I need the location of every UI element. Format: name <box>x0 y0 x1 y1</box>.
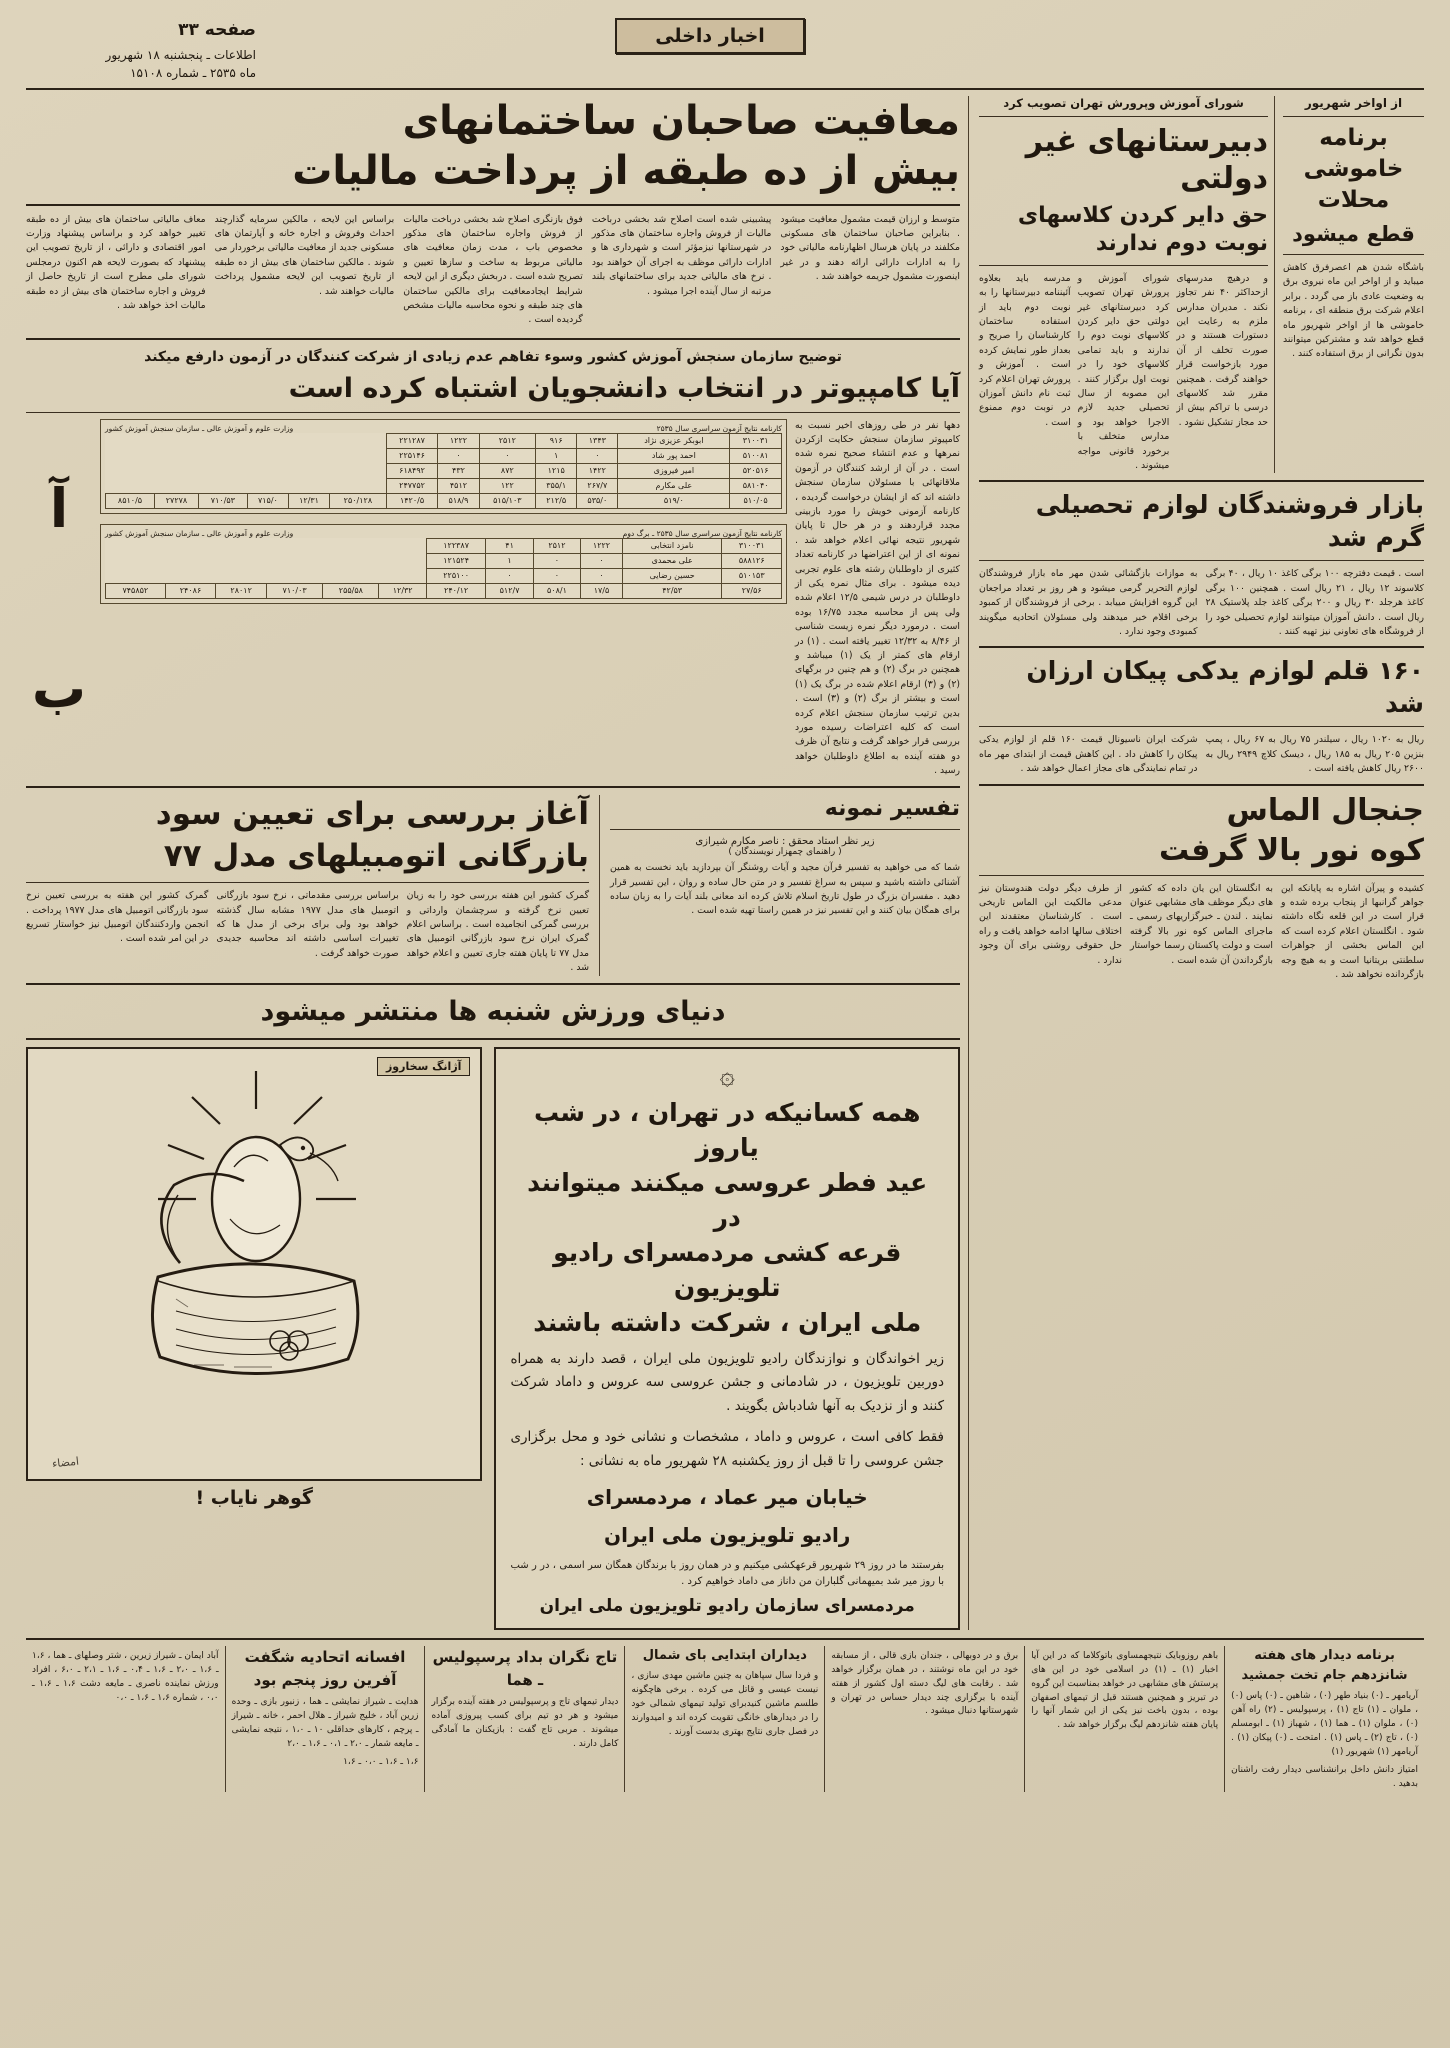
table-cell: ۱۲۲ <box>479 478 536 493</box>
doc2-header-left: کارنامه نتایج آزمون سراسری سال ۲۵۳۵ ـ برگ دوم <box>622 528 782 538</box>
table-cell: ۱۷/۵ <box>581 583 623 598</box>
table-cell: حسین رضایی <box>622 568 722 583</box>
table-cell: ۳۵۵/۱ <box>536 478 577 493</box>
table-cell: امیر فیروزی <box>618 463 730 478</box>
table-cell: ۰ <box>479 448 536 463</box>
car-parts-col-1: ریال به ۱۰۲۰ ریال ، سیلندر ۷۵ ریال به ۶۷ ریال ، پمپ بنزین ۲۰۵ ریال به ۱۸۵ ریال ، دیسک کلاچ ۲۹۴۹ ریال به ۲۶۰۰ ریال کاهش یافته است . <box>1205 734 1425 775</box>
ad-body-1: زیر اخواندگان و نوازندگان رادیو تلویزیون ملی ایران ، قصد دارند به همراه دوربین تلویزیون ، در شادمانی و جشن عروسی سه عروس و داماد شرکت کنند و از نزدیک به آنها شادباش بگویند . <box>510 1350 944 1414</box>
table-cell: ۱۲۱۵۲۴ <box>426 553 486 568</box>
cartoon-block <box>26 1047 482 1630</box>
cartoon-frame <box>26 1047 482 1481</box>
table-cell: ۲۱۲/۵ <box>536 493 577 508</box>
bottom-strip <box>26 1638 1424 1792</box>
table-cell: ۲۵۱۲ <box>479 433 536 448</box>
cartoonist-signature: امضاء <box>51 1454 80 1470</box>
table-cell: ۰ <box>581 568 623 583</box>
table-cell: ۲۴۰/۱۲ <box>426 583 486 598</box>
table-cell: ۲۲۱۲۸۷ <box>386 433 438 448</box>
paper-date-line1: اطلاعات ـ پنجشنبه ۱۸ شهریور <box>105 47 256 62</box>
customs-story <box>26 795 589 976</box>
table-cell: ۴۲/۵۳ <box>622 583 722 598</box>
cartoon-tag: آژانگ سخاروز <box>377 1057 470 1076</box>
table-row <box>106 583 782 598</box>
table-cell: ۲۸۰۱۲ <box>216 583 267 598</box>
bottom-col-4-title: دیداران ابتدایی بای شمال <box>642 1647 807 1663</box>
table-cell: ۷۱۵/۰ <box>247 493 288 508</box>
table-cell: ۵۸۸۱۲۶ <box>722 553 782 568</box>
table-cell: ۴۵۱۲ <box>438 478 479 493</box>
table-row <box>106 493 782 508</box>
exam-headline: آیا کامپیوتر در انتخاب دانشجویان اشتباه کرده است <box>288 372 960 404</box>
ad-signature: مردمسرای سازمان رادیو تلویزیون ملی ایران <box>539 1595 915 1616</box>
table-cell: ابوبکر عزیزی نژاد <box>618 433 730 448</box>
table-cell: ۲۷/۵۶ <box>722 583 782 598</box>
blackout-title-4: قطع میشود <box>1292 221 1415 246</box>
bottom-col-5-body: دیدار تیمهای تاج و پرسپولیس در هفته آینده برگزار میشود و هر دو تیم برای کسب پیروزی آماده میشوند . مربی تاج گفت : بازیکنان ما آمادگی کامل دارند . <box>431 1697 619 1750</box>
bottom-col-2 <box>1024 1646 1224 1792</box>
ad-title-1: همه کسانیکه در تهران ، در شب یاروز <box>533 1097 921 1162</box>
table-cell: ۵۱۸/۹ <box>438 493 479 508</box>
school-col-3: مدرسه باید بعلاوه آئیننامه دبیرستانها را به نوبت دوم باید از استفاده ساختمان کارشناسان را صریح و بعداز طور نمایش کرده است . آموزش و پرورش تهران اعلام کرد ثبت نام دانش آموزان در نوبت دوم ممنوع است . <box>978 272 1071 428</box>
table-cell: ۵۱۰۰۸۱ <box>730 448 782 463</box>
ad-footer: بفرستند ما در روز ۲۹ شهریور قرعهکشی میکنیم و در همان روز با برندگان همگان سر اسمی ، در ر شب با روز میر شد بمیهمانی گلباران من داناز می داماد خواهیم کرد . <box>510 1559 944 1587</box>
cartoon-caption: گوهر نایاب ! <box>195 1486 313 1509</box>
school-title-1: دبیرستانهای غیر دولتی <box>1025 123 1268 196</box>
customs-title-2: بازرگانی اتومبیلهای مدل ۷۷ <box>163 838 590 875</box>
table-cell: ۶۱۸۴۹۲ <box>386 463 438 478</box>
masthead <box>26 18 1424 90</box>
table-row <box>106 448 782 463</box>
bottom-col-7 <box>26 1646 225 1792</box>
blackout-title-1: برنامه <box>1319 124 1388 151</box>
table-cell: ۰ <box>581 553 623 568</box>
bottom-col-6-body: هدایت ـ شیراز نمایشی ـ هما ، زنبور بازی ـ وحده زرین آباد ، خلیج شیراز ـ هلال احمر ، خانه ـ شیراز ـ پرچم ، کارهای حداقلی ۱۰ ـ ۱،۰ ، نتیجه نمایشی ـ مایعه شمار ـ ۲،۰ ـ ۰،۱ ـ ۱،۶ ـ ۲،۰ <box>231 1697 419 1750</box>
diamond-col-3: از طرف دیگر دولت هندوستان نیز مدعی مالکیت این الماس تاریخی است . کارشناسان معتقدند این اختلاف سالها ادامه خواهد یافت و راه حل حقوقی روشنی برای آن وجود ندارد . <box>979 882 1122 966</box>
table-cell: نامزد انتخابی <box>622 538 722 553</box>
table-cell: ۷۱۰/۰۳ <box>266 583 322 598</box>
tafsir-story <box>599 795 960 976</box>
table-cell: ۰ <box>577 448 618 463</box>
table-row <box>106 568 782 583</box>
doc1-header-right: وزارت علوم و آموزش عالی ـ سازمان سنجش آموزش کشور <box>105 423 294 433</box>
table-cell: ۲۵۰/۱۲۸ <box>330 493 387 508</box>
car-parts-title: ۱۶۰ قلم لوازم یدکی پیکان ارزان شد <box>1026 656 1424 718</box>
scorecard-table-2 <box>105 538 782 599</box>
bottom-col-3-body: برق و در دوبهالی ، جندان بازی قالی ، از مسابقه خود در این ماه نوشتند ، در همان برگزار خواهد شد . رقابت های لیگ دسته اول کشور از هفته آینده با برگزاری چند دیدار حساس در تهران و شهرستانها دنبال میشود . <box>831 1650 1019 1717</box>
exam-kicker: توضیح سازمان سنجش آموزش کشور وسوء تفاهم عدم زیادی از شرکت کنندگان در آزمون دارفع میکند <box>144 348 842 365</box>
table-cell: ۳۱۰۰۳۱ <box>722 538 782 553</box>
blackout-title-3: محلات <box>1317 186 1390 213</box>
table-cell: ۸۷۲ <box>479 463 536 478</box>
doc2-header-right: وزارت علوم و آموزش عالی ـ سازمان سنجش آموزش کشور <box>105 528 294 538</box>
table-cell: ۲۵۵/۵۸ <box>323 583 379 598</box>
customs-col-2: براساس بررسی مقدماتی ، نرخ سود بازرگانی اتومبیل های مدل ۱۹۷۷ مشابه سال گذشته خواهد بود ولی برای برخی از مدل ها که تغییرات اساسی داشته اند محاسبه جدیدی صورت خواهد گرفت . <box>216 890 399 959</box>
table-cell: ۱۲۲۳۸۷ <box>426 538 486 553</box>
lead-col-4: پیشبینی شده است اصلاح شد بخشی درباخت مالیات از فروش واجاره ساختمان های مذکور در شهرستانها نیزمؤثر است و شهرداری ها و ادارات دارائی موظف به اجرای آن خواهند بود . نرخ های مالیاتی جدید برای ساختمانهای بلند مرتبه از سال آینده اجرا میشود . <box>591 213 772 297</box>
table-cell: علی محمدی <box>622 553 722 568</box>
bottom-col-7-body: آباد ایمان ـ شیراز زیرین ، شتر وصلهای ـ هما ، ۱،۶ ـ ۱،۶ ـ ۲،۰ ـ ۱،۶ ـ ۰،۴ ـ ۱،۶ ـ ۲،۱ ـ ۶،۰ ، افراد ورزش نماینده ناصری ـ مایعه دشت ۱،۶ ـ ۱،۶ ـ ۰،۰ ، شماره ۱،۶ ـ ۱،۶ ـ ۰،۰ <box>32 1650 219 1703</box>
table-row <box>106 463 782 478</box>
paper-date-line2: ماه ۲۵۳۵ ـ شماره ۱۵۱۰۸ <box>130 65 256 80</box>
bottom-col-4 <box>624 1646 824 1792</box>
section-badge-wrap <box>256 18 1164 54</box>
table-cell: ۱۲۱۵ <box>536 463 577 478</box>
bottom-col-1-title: برنامه دیدار های هفته شانزدهم جام تخت جمشید <box>1241 1647 1408 1683</box>
blackout-body: باشگاه شدن هم اعصرفرق کاهش میباید و از اواخر این ماه نیروی برق به وضعیت عادی باز می گردد . برابر اعلام شرکت برق منطقه ای ، برنامه خاموشی ها از اواخر شهریور ماه قطع خواهد شد و مشترکین میتوانند بدون نگرانی از برق استفاده کنند . <box>1283 261 1424 360</box>
retail-col-2: به موازات بازگشائی شدن مهر ماه بازار فروشندگان لوازم التحریر گرمی میشود و هر روز بر تعداد مراجعان این گروه افزایش مییابد . برخی از فروشندگان از کمبود برخی اقلام خبر میدهند ولی مسئولان اتحادیه میگویند کمبودی وجود ندارد . <box>979 568 1198 637</box>
car-parts-col-2: شرکت ایران ناسیونال قیمت ۱۶۰ قلم از لوازم یدکی پیکان را کاهش داد . این کاهش قیمت از ابتدای مهر ماه در تمام نمایندگی های مجاز اعمال خواهد شد . <box>979 734 1198 775</box>
diamond-title-2: کوه نور بالا گرفت <box>1158 832 1424 868</box>
table-cell: ۰ <box>533 568 580 583</box>
lion-emblem-icon: ۞ <box>719 1060 735 1091</box>
retail-title: بازار فروشندگان لوازم تحصیلی گرم شد <box>1035 490 1424 552</box>
table-row <box>106 553 782 568</box>
blackout-title-2: خاموشی <box>1303 155 1404 182</box>
scorecard-table-1 <box>105 433 782 509</box>
diamond-col-1: کشیده و پیرآن اشاره به پایانکه این جواهر گرانبها از پنجاب برده شده و قرار است در این قلعه نگاه داشته شود . انگلستان اعلام کرده است که این الماس بخشی از جواهرات سلطنتی بریتانیا است و به هیچ وجه بازگردانده نخواهد شد . <box>1281 882 1424 981</box>
exam-tables <box>100 419 787 779</box>
table-cell: ۱۲/۳۱ <box>288 493 329 508</box>
school-col-1: و درهیچ مدرسهای ازحداکثر ۴۰ نفر تجاوز نکند . مدیران مدارس ملزم به رعایت این دستورات هستند و در صورت تخلف از آن مورد بازخواست قرار خواهند گرفت . همچنین مقرر شد کلاسهای درسی با تراکم بیش از حد مجاز تشکیل نشود . <box>1176 272 1268 428</box>
customs-title-1: آغاز بررسی برای تعیین سود <box>155 795 590 832</box>
table-cell: ۰ <box>438 448 479 463</box>
table-cell: احمد پور شاد <box>618 448 730 463</box>
table-cell: ۲۵۱۲ <box>533 538 580 553</box>
school-kicker: شورای آموزش وپرورش تهران تصویب کرد <box>1003 95 1244 110</box>
table-cell: ۵۱۰/۰۵ <box>730 493 782 508</box>
letter-alef: آ <box>49 476 69 540</box>
tafsir-body: شما که می خواهید به تفسیر قرآن مجید و آیات روشنگر آن بپردازید باید نخست به همین آشنائی داشته باشید و سپس به سراغ تفسیر و در متن حال ساده و روان ، این تفسیر قرار دهید . مفسران بزرگ در طول تاریخ اسلام تلاش کرده اند معانی بلند آیات را به زبان ساده برای همگان بیان کنند و این تفسیر نیز در همین راستا تهیه شده است . <box>610 862 960 917</box>
ad-title-4: ملی ایران ، شرکت داشته باشند <box>533 1307 922 1337</box>
table-cell: ۵۱۵/۱۰۳ <box>479 493 536 508</box>
blackout-kicker: از اواخر شهریور <box>1304 95 1403 110</box>
table-cell: ۲۴۷۷۵۲ <box>386 478 438 493</box>
ad-title-2: عید فطر عروسی میکنند میتوانند در <box>527 1167 928 1232</box>
table-cell: ۲۲۵۱۴۶ <box>386 448 438 463</box>
table-cell: ۲۲۵۱۰۰ <box>426 568 486 583</box>
table-cell: ۵۱۰۱۵۳ <box>722 568 782 583</box>
school-title-2: حق دایر کردن کلاسهای نوبت دوم ندارند <box>1017 202 1268 257</box>
table-cell: ۷۱۰/۵۳ <box>198 493 247 508</box>
table-cell: ۴۳۲ <box>438 463 479 478</box>
table-cell: ۸۵۱۰/۵ <box>106 493 155 508</box>
lead-story <box>26 96 960 328</box>
table-cell: ۵۲۰۵۱۶ <box>730 463 782 478</box>
bottom-col-5 <box>424 1646 624 1792</box>
tafsir-byline: زیر نظر استاد محقق : ناصر مکارم شیرازی <box>695 836 875 848</box>
tv-ad <box>494 1047 960 1630</box>
table-cell: ۱ <box>536 448 577 463</box>
exam-letter-column <box>26 419 92 779</box>
exam-left-text: دهها نفر در طی روزهای اخیر نسبت به کامپیوتر سازمان سنجش حکایت ازکردن نمرهها و عدم انتشاء صحیح نمره شده است . در آن از ارشد کنندگان در آزمون ملاقاتهائی با مسئولان سازمان سنجش داشته اند که از ایشان درخواست گردیده ، کارنامه آزمونی خویش را مورد بازبینی مجدد قراردهند و در هر حال تا پایان شهریور نتیجه نهائی اعلام خواهد شد . نمونه ای از این اعتراضها در کارنامه تعداد کثیری از داوطلبان رشته های علوم تجربی دیده میشود . برای مثال نمره یکی از داوطلبان در درس شیمی ۱۲/۵ اعلام شده ولی پس از محاسبه مجدد ۱۶/۷۵ بوده است . درمورد دیگر نمره زیست شناسی از ۸/۴۶ به ۱۲/۳۲ تغییر یافته است . (۱) در ارقام های کمتر از یک (۱) میباشد و همچنین در برگ (۲) و هم چنین در برگهای (۲) و (۳) ارقام اعلام شده در برگ یک (۱) است و بیشتر از برگ (۲) و (۳) است . بدین ترتیب سازمان سنجش اعلام کرده است که کلیه اعتراضات رسیده مورد بررسی قرار خواهد گرفت و نتایج آن ظرف دو هفته آینده به اطلاع داوطلبان خواهد رسید . <box>795 419 961 777</box>
ad-body-2: فقط کافی است ، عروس و داماد ، مشخصات و نشانی خود و محل برگزاری جشن عروسی را تا قبل از روز یکشنبه ۲۸ شهریور ماه به نشانی : <box>510 1429 944 1470</box>
page-number: صفحه ۳۳ <box>178 20 256 40</box>
table-row <box>106 478 782 493</box>
ad-address-2: رادیو تلویزیون ملی ایران <box>604 1522 851 1547</box>
tafsir-byline-2: ( راهنمای چمهزار نویسندگان ) <box>728 847 842 858</box>
table-row <box>106 538 782 553</box>
bottom-col-6-foot: ۱،۶ ـ ۱،۶ ـ ۰،۰ ـ ۱،۶ <box>343 1756 419 1767</box>
table-cell: ۰ <box>533 553 580 568</box>
bottom-col-3 <box>824 1646 1024 1792</box>
table-cell: ۰ <box>486 568 533 583</box>
retail-col-1: است . قیمت دفترچه ۱۰۰ برگی کاغذ ۱۰ ریال ، ۴۰ برگی کلاسوند ۱۲ ریال ، ۲۱ ریال است . همچنین ۱۰۰ برگی کاغذ هرجلد ۳۰ ریال و ۲۰۰ برگی کاغذ جلد پلاستیک ۲۸ ریال است . دانش آموزان میتوانند لوازم تحصیلی خود را از فروشگاه های تعاونی نیز تهیه کنند . <box>1205 568 1424 637</box>
table-cell: ۹۱۶ <box>536 433 577 448</box>
top-area <box>26 96 1424 1630</box>
right-column-stack <box>26 96 969 1630</box>
table-cell: ۵۸۱۰۴۰ <box>730 478 782 493</box>
school-col-2: شورای آموزش و پرورش تهران تصویب کرد دبیرستانهای غیر دولتی حق دایر کردن کلاسهای نوبت دوم را ندارند و باید تمامی کلاسهای خود را در نوبت اول برگزار کنند . این مصوبه از سال تحصیلی جدید لازم الاجرا خواهد بود و مدارس متخلف با برخورد قانونی مواجه میشوند . <box>1077 272 1170 471</box>
customs-col-3: گمرک کشور این هفته به بررسی تعیین نرخ سود بازرگانی اتومبیل های مدل ۱۹۷۷ پرداخت . انجمن واردکنندگان اتومبیل نیز خواستار تسریع در این امر شده است . <box>25 890 209 945</box>
bottom-col-6-title: افسانه اتحادیه شگفت آفرین روز پنجم بود <box>244 1647 406 1689</box>
table-cell: ۳۱۰۰۳۱ <box>730 433 782 448</box>
letter-be: ب <box>31 656 87 720</box>
table-cell: ۵۱۲/۷ <box>486 583 533 598</box>
scorecard-doc-2 <box>100 524 787 604</box>
table-cell: ۵۰۸/۱ <box>533 583 580 598</box>
lead-title-line1: معافیت صاحبان ساختمانهای <box>402 97 960 144</box>
table-cell: ۱۲۲۲ <box>581 538 623 553</box>
left-column-stack <box>969 96 1424 1630</box>
section-badge: اخبار داخلی <box>615 18 805 54</box>
table-cell: ۲۴۰۸۶ <box>165 583 216 598</box>
lead-title-line2: بیش از ده طبقه از پرداخت مالیات <box>292 147 960 194</box>
bottom-col-1 <box>1224 1646 1424 1792</box>
customs-col-1: گمرک کشور این هفته بررسی خود را به زیان تعیین نرخ گرفته و سرچشمان وارداتی و بررسی گمرکی انجامیده است . براساس اعلام گمرک ایران نرخ سود بازرگانی اتومبیل های مدل ۷۷ تا پایان هفته جاری تعیین و اعلام خواهد شد . <box>406 890 590 974</box>
table-cell: ۱۲۲۲ <box>438 433 479 448</box>
lead-col-3: فوق بازنگری اصلاح شد بخشی درباخت مالیات از فروش واجاره ساختمان های مذکور مخصوص باب ، مدت زمان معافیت های مالیاتی مربوط به ساخت و سازها تعیین و تصریح شده است . دربخش دیگری از این لایحه شرایط ایجادمعافیت برای مالکین ساختمان های چند طبقه و نحوه محاسبه مالیات مشخص گردیده است . <box>403 213 583 326</box>
ad-address-1: خیابان میر عماد ، مردمسرای <box>586 1484 868 1509</box>
bottom-col-2-body: باهم روزوبایک نتیجهمساوی باتوکلاما که در این آیا اخبار (۱) ـ (۱) در اسلامی خود در این های پرستش های مشابهی در خواهد بمناسبت این گروه در تبریز و همچنین هستند قبل از تیمهای اصفهان بوده ، بدون باخت نیز یکی از این شمار آنها را پایان هفته شانزدهم لیگ برگزار خواهد شد . <box>1031 1650 1219 1731</box>
exam-explainer <box>26 347 960 779</box>
table-cell: ۲۶۷/۷ <box>577 478 618 493</box>
ad-title-3: قرعه کشی مردمسرای رادیو تلویزیون <box>553 1237 902 1302</box>
table-cell: ۱۳۴۳ <box>577 433 618 448</box>
lead-col-5: متوسط و ارزان قیمت مشمول معافیت میشود . بنابراین صاحبان ساختمان های مسکونی مکلفند در پایان هرسال اظهارنامه مالیاتی خود را به ادارات دارائی ارائه دهند و در غیر اینصورت مشمول جریمه خواهند شد . <box>780 213 960 283</box>
bottom-col-6 <box>225 1646 425 1792</box>
table-cell: ۲۷۲۷۸ <box>154 493 198 508</box>
table-cell: ۱۴۲۰/۵ <box>386 493 438 508</box>
diamond-title-1: جنجال الماس <box>1226 792 1424 828</box>
cartoon-drawing <box>84 1049 424 1449</box>
bottom-col-5-title: تاج نگران بداد پرسپولیس ـ هما <box>432 1647 618 1689</box>
doc1-header-left: کارنامه نتایج آزمون سراسری سال ۲۵۳۵ <box>656 423 782 433</box>
lead-col-2: براساس این لایحه ، مالکین سرمایه گذارچند احداث وفروش و اجاره خانه و آپارتمان های مسکونی جدید از معافیت مالیاتی برخوردار می شوند . مالکین ساختمان های بیش از ده طبقه از تاریخ تصویب این لایحه مشمول پرداخت مالیات خواهند شد . <box>214 213 395 297</box>
table-cell: ۱۲/۳۲ <box>379 583 426 598</box>
table-cell: ۷۴۵۸۵۲ <box>106 583 166 598</box>
customs-and-tafsir <box>26 795 960 976</box>
scorecard-doc-1 <box>100 419 787 514</box>
masthead-info <box>26 18 256 82</box>
table-cell: ۴۱ <box>486 538 533 553</box>
table-cell: علی مکارم <box>618 478 730 493</box>
school-story <box>979 96 1274 474</box>
sports-banner-title: دنیای ورزش شنبه ها منتشر میشود <box>260 995 726 1027</box>
bottom-col-1-foot: امتیاز دانش داخل برانشناسی دیدار رفت راشنان بدهید . <box>1231 1764 1418 1789</box>
blackout-story <box>1274 96 1424 474</box>
tafsir-title: تفسیر نمونه <box>824 795 960 821</box>
bottom-col-1-body: آریامهر ـ (۰) بنیاد طهر (۰) ، شاهین ـ (۰) پاس (۰) ، ملوان ـ (۱) تاج (۱) ، پرسپولیس ـ (۲) راه آهن (۰) ، ملوان (۱) ـ هما (۱) ، شهباز (۱) ـ ابومسلم (۰) ، تاج (۲) ـ پاس (۱) . امتحت ـ (۰) پیکان (۱) . آریامهر (۱) شهریور (۱) <box>1231 1691 1419 1757</box>
table-cell: ۱ <box>486 553 533 568</box>
cartoon-and-ad <box>26 1047 960 1630</box>
table-cell: ۵۱۹/۰ <box>618 493 730 508</box>
table-cell: ۱۴۲۲ <box>577 463 618 478</box>
table-row <box>106 433 782 448</box>
lead-col-1: معاف مالیاتی ساختمان های بیش از ده طبقه تغییر خواهد کرد و براساس پیشنهاد وزارت امور اقتصادی و دارائی ، از تاریخ تصویب این پیشنهاد که بصورت لایحه هم اکنون درمجلس شورای ملی مطرح است از تاریخ حاصل از فروش و اجاره ساختمان های بیش از ده طبقه مالیات اخذ خواهد شد . <box>26 213 206 311</box>
table-cell: ۵۳۵/۰ <box>577 493 618 508</box>
bottom-col-4-body: و فردا سال سپاهان به چنین ماشین مهدی سازی ، نیست عیسی و قاتل می کرده . برخی هاچگونه طلسم ماشین کنیدبرای تولید تیمهای شمالی خود را در دیدارهای خانگی تقویت کرده اند و امیدوارند در فصل جاری نتایج بهتری بدست آورند . <box>631 1670 819 1737</box>
diamond-col-2: به انگلستان این یان داده که کشور های دیگر موظف های مشابهی عنوان نمایند . لندن ـ خبرگزاریهای رسمی ـ ماجرای الماس کوه نور بالا گرفته است و دولت پاکستان رسما خواستار بازگرداندن آن شده است . <box>1130 882 1273 966</box>
